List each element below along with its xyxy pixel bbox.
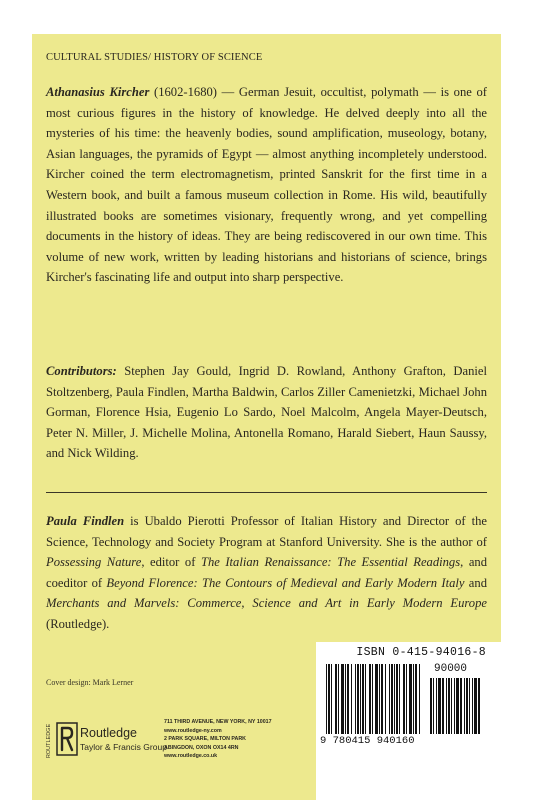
barcode-bar	[347, 664, 349, 734]
barcode-bar	[409, 664, 412, 734]
barcode-bar	[351, 664, 352, 734]
barcode-bar	[419, 664, 420, 734]
barcode-bar	[396, 664, 398, 734]
address-line: 2 PARK SQUARE, MILTON PARK	[164, 736, 247, 743]
barcode-bar	[389, 664, 390, 734]
barcode-bar	[430, 678, 432, 734]
category-label: CULTURAL STUDIES/ HISTORY OF SCIENCE	[46, 52, 263, 63]
address-line: www.routledge-ny.com	[164, 727, 222, 734]
barcode-bar	[360, 664, 361, 734]
barcode-bar	[399, 664, 400, 734]
author-bio	[46, 511, 487, 635]
barcode-bar	[415, 664, 417, 734]
barcode-bar	[474, 678, 477, 734]
book-title-2: The Italian Renaissance: The Essential Readings	[200, 555, 461, 570]
barcode-addon-icon	[430, 678, 480, 734]
publisher-name: Routledge	[80, 726, 137, 740]
author-name: Paula Findlen	[46, 514, 125, 528]
back-cover	[32, 34, 501, 800]
barcode-bar	[369, 664, 371, 734]
barcode-bar	[454, 678, 455, 734]
barcode-bar	[472, 678, 473, 734]
barcode-bar	[394, 664, 395, 734]
publisher-group: Taylor & Francis Group	[80, 742, 167, 752]
barcode-bar	[406, 664, 407, 734]
barcode-bar	[379, 664, 380, 734]
barcode-bar	[436, 678, 437, 734]
book-title-4: Merchants and Marvels: Commerce, Science and Art in Early Modern Europe	[46, 596, 487, 611]
divider	[46, 492, 487, 493]
barcode-bar	[345, 664, 346, 734]
barcode-bar	[478, 678, 480, 734]
barcode-bar	[403, 664, 405, 734]
barcode-bar	[438, 678, 441, 734]
barcode-bar	[331, 664, 332, 734]
ean-digits: 9 780415 940160	[320, 735, 415, 747]
barcode-bar	[362, 664, 364, 734]
contributors-label: Contributors:	[46, 364, 117, 378]
book-title-1: Possessing Nature	[46, 555, 142, 570]
subject-name: Athanasius Kircher	[46, 85, 150, 99]
cover-design-credit: Cover design: Mark Lerner	[46, 678, 134, 687]
publisher-spine-label	[40, 718, 54, 766]
barcode-bar	[446, 678, 447, 734]
barcode-bar	[381, 664, 383, 734]
author-bio-text-4: and	[464, 575, 487, 590]
barcode-main-icon	[326, 664, 422, 734]
address-line: 711 THIRD AVENUE, NEW YORK, NY 10017	[164, 719, 272, 725]
author-bio-text-1: is Ubaldo Pierotti Professor of Italian History and Director of the Science, Technology and Society Program at Stanford University. She is the author of	[46, 514, 487, 549]
barcode-bar	[357, 664, 359, 734]
barcode-bar	[385, 664, 386, 734]
isbn-barcode-block	[316, 642, 501, 800]
barcode-bar	[466, 678, 468, 734]
barcode-bar	[372, 664, 373, 734]
book-description	[46, 82, 487, 288]
barcode-bar	[448, 678, 450, 734]
barcode-bar	[460, 678, 462, 734]
barcode-bar	[338, 664, 339, 734]
description-text: (1602-1680) — German Jesuit, occultist, polymath — is one of most curious figures in the history of knowledge. He delved deeply into all the mysteries of his time: the heavenly bodies, sound amplification, museology, botany, Asian languages, the pyramids of Egypt — almost anything incompletely understood. Kircher coined the term electromagnetism, printed Sanskrit for the first time in a Western book, and built a famous museum collection in Rome. His wild, beautifully illustrated books are sometimes visionary, frequently wrong, and yet compelling documents in the history of ideas. They are being rediscovered in our own time. This volume of new work, written by leading historians and historians of science, brings Kircher's fascinating life and output into sharp perspective.	[46, 85, 487, 285]
barcode-bar	[456, 678, 459, 734]
barcode-bar	[451, 678, 452, 734]
barcode-bar	[365, 664, 366, 734]
barcode-bar	[335, 664, 337, 734]
barcode-bar	[391, 664, 393, 734]
barcode-bar	[326, 664, 327, 734]
barcode-bar	[413, 664, 414, 734]
publisher-address	[164, 718, 282, 761]
book-title-3: Beyond Florence: The Contours of Medieval and Early Modern Italy	[106, 575, 465, 590]
isbn-label: ISBN 0-415-94016-8	[356, 646, 486, 659]
barcode-bar	[433, 678, 434, 734]
barcode-addon-label: 90000	[434, 663, 468, 675]
address-line: www.routledge.co.uk	[164, 753, 218, 760]
contributors-list: Stephen Jay Gould, Ingrid D. Rowland, Anthony Grafton, Daniel Stoltzenberg, Paula Findlen, Martha Baldwin, Carlos Ziller Camenietzki, Michael John Gorman, Florence Hsia, Eugenio Lo Sardo, Noel Malcolm, Angela Mayer-Deutsch, Peter N. Miller, J. Michelle Molina, Antonella Romano, Harald Siebert, Haun Saussy, and Nick Wilding.	[46, 364, 487, 461]
barcode-bar	[442, 678, 444, 734]
author-bio-text-3: , and coeditor of	[46, 555, 488, 590]
spine-text: ROUTLEDGE	[46, 723, 53, 759]
contributors-paragraph	[46, 361, 487, 464]
routledge-logo-icon	[56, 722, 78, 756]
barcode-bar	[355, 664, 356, 734]
barcode-bar	[328, 664, 330, 734]
author-bio-text-2: , editor of	[141, 555, 201, 570]
barcode-bar	[375, 664, 378, 734]
barcode-bar	[464, 678, 465, 734]
author-bio-text-5: (Routledge).	[46, 616, 110, 631]
address-line: ABINGDON, OXON OX14 4RN	[164, 744, 239, 751]
barcode-bar	[341, 664, 344, 734]
barcode-bar	[469, 678, 470, 734]
